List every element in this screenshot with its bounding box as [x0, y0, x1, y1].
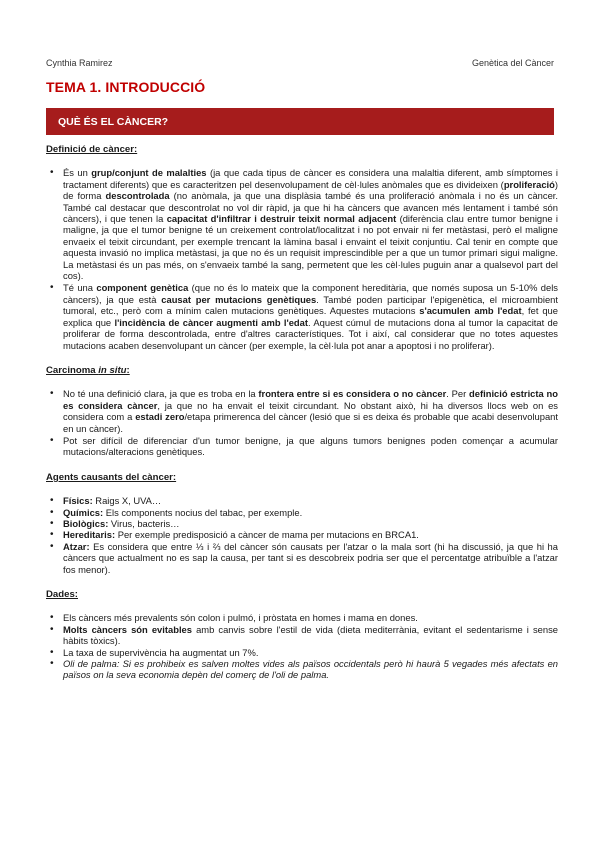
heading-data: Dades: [46, 589, 78, 600]
list-item [46, 167, 558, 281]
text-span: Pot ser difícil de diferenciar d'un tumor benigne, ja que alguns tumors benignes poden començar a acumular mutacions/alteracions genètiques. [63, 434, 558, 458]
keyword: Físics: [63, 495, 93, 507]
author-name: Cynthia Ramirez [46, 58, 113, 68]
list-item [46, 647, 558, 658]
heading-colon: : [126, 364, 130, 376]
text-span: Raigs X, UVA… [92, 495, 162, 507]
text-span: Per exemple predisposició a càncer de mama per mutacions en BRCA1. [115, 529, 419, 541]
list-item [46, 541, 558, 575]
agents-list [46, 495, 558, 575]
list-item [46, 435, 558, 458]
text-span: Es considera que entre ⅓ i ⅔ del càncer són causats per l'atzar o la mala sort (hi ha discussió, ja que hi ha càncers que actualment no es sap la causa, per tant si es descobreix podria ser que el percentatge atribuïble a l'atzar fos menor). [63, 540, 558, 575]
text-span: (diferència clau entre tumor benigne i maligne, ja que el tumor benigne té un creixement controlat/localitzat i no pot envair ni fer metàstasi, però el maligne envaeix el teixit circundant, per exemple trencant la làmina basal i envaint el teixit conjuntiu. Cal tenir en compte que aquesta invasió no implica metàstasi, ja que no és un requisit imprescindible per a que un tumor primari sigui maligne. La metàstasi és un pas més, on s'envaeix també la sang, permetent que les cèl·lules puguin anar a qualsevol part del cos). [63, 213, 558, 282]
section-title: QUÈ ÉS EL CÀNCER? [58, 115, 169, 128]
text-span: /etapa primerenca del càncer (lesió que si es deixa és probable que acabi desenvolupant en un càncer). [63, 411, 558, 434]
keyword: descontrolada [105, 190, 170, 202]
subject-name: Genètica del Càncer [471, 58, 554, 68]
text-span: No té una definició clara, ja que es troba en la [63, 388, 259, 400]
text-span: La taxa de supervivència ha augmentat un 7%. [63, 646, 259, 658]
definition-list [46, 167, 558, 351]
keyword: component genètica [96, 282, 189, 294]
text-span: (que no és lo mateix que la component hereditària, que només suposa un 5-10% dels càncers), ja que està [63, 282, 558, 305]
keyword: s'acumulen amb l'edat [419, 305, 522, 317]
keyword: frontera entre si es considera o no càncer [258, 388, 447, 400]
keyword: l'incidència de càncer augmenti amb l'edat [114, 316, 308, 328]
carcinoma-list [46, 388, 558, 457]
text-span: (no anòmala, ja que una displàsia també és una proliferació anòmala i no és un càncer. També cal destacar que descontrolat no vol dir ràpid, ja que hi ha càncers que avancen més lentament i també són càncers), i que tenen la [63, 190, 558, 225]
text-span: . Aquest cúmul de mutacions dona al tumor la capacitat de proliferar de forma descontrolada, entre d'altres característiques. Tot i així, cal considerar que no totes aquestes mutacions acaben desenvolupant un càncer (per exemple, la cèl·lula pot anar a apoptosi i no proliferar). [63, 316, 558, 351]
heading-definition: Definició de càncer: [46, 144, 138, 155]
text-span: . També poden participar l'epigenètica, el microambient tumoral, etc., però com a mínim calen mutacions genètiques. Aquestes mutacions [63, 293, 558, 317]
keyword: Hereditaris: [63, 529, 116, 541]
keyword: Químics: [63, 506, 104, 518]
keyword: Biològics: [63, 517, 109, 529]
page-header [46, 58, 554, 68]
keyword: definició estricta no es considera càncer [63, 388, 558, 411]
keyword: proliferació [503, 178, 555, 190]
list-item [46, 658, 558, 681]
heading-carcinoma [46, 365, 558, 376]
text-span: Els càncers més prevalents són colon i pulmó, i pròstata en homes i mama en dones. [63, 612, 418, 624]
text-span: . Per [446, 388, 470, 400]
keyword: grup/conjunt de malalties [91, 167, 207, 179]
keyword: Molts càncers són evitables [63, 623, 192, 635]
section-banner [46, 108, 554, 135]
heading-agents: Agents causants del càncer: [46, 471, 177, 483]
list-item [46, 612, 558, 623]
text-span: , ja que no ha envait el teixit circundant. No obstant això, hi ha diversos llocs web on es considera com a [63, 399, 558, 423]
list-item [46, 507, 558, 518]
text-span: amb canvis sobre l'estil de vida (dieta mediterrània, evitant el sedentarisme i sense hàbits tòxics). [63, 623, 558, 647]
text-span: (ja que cada tipus de càncer es considera una malaltia diferent, amb símptomes i tractament diferents) que es caracteritzen pel desenvolupament de cèl·lules anòmales que es divideixen ( [63, 167, 559, 190]
text-span: , fet que explica que [63, 305, 558, 328]
text-span: Oli de palma: Si es prohibeix es salven moltes vides als països occidentals però hi haurà 5 vegades més afectats en països on la seva economia depèn del comerç de l'oli de palma. [63, 658, 558, 681]
document-title: TEMA 1. INTRODUCCIÓ [46, 79, 206, 95]
list-item [46, 495, 558, 506]
list-item [46, 388, 558, 434]
text-span: Els components nocius del tabac, per exemple. [103, 506, 303, 518]
list-item [46, 282, 558, 350]
text-span: És un [63, 167, 92, 179]
list-item [46, 529, 558, 540]
heading-text: Carcinoma [46, 364, 99, 376]
document-body [46, 144, 558, 695]
keyword: causat per mutacions genètiques [161, 293, 317, 305]
text-span: ) de forma [63, 178, 558, 202]
text-span: Té una [63, 282, 97, 294]
keyword: Atzar: [63, 540, 90, 552]
keyword: estadi zero [135, 411, 185, 423]
keyword: capacitat d'infiltrar i destruir teixit normal adjacent [166, 213, 397, 225]
text-span: Virus, bacteris… [108, 517, 180, 529]
data-list [46, 612, 558, 680]
list-item [46, 518, 558, 529]
list-item [46, 624, 558, 647]
heading-italic: in situ [98, 364, 127, 376]
